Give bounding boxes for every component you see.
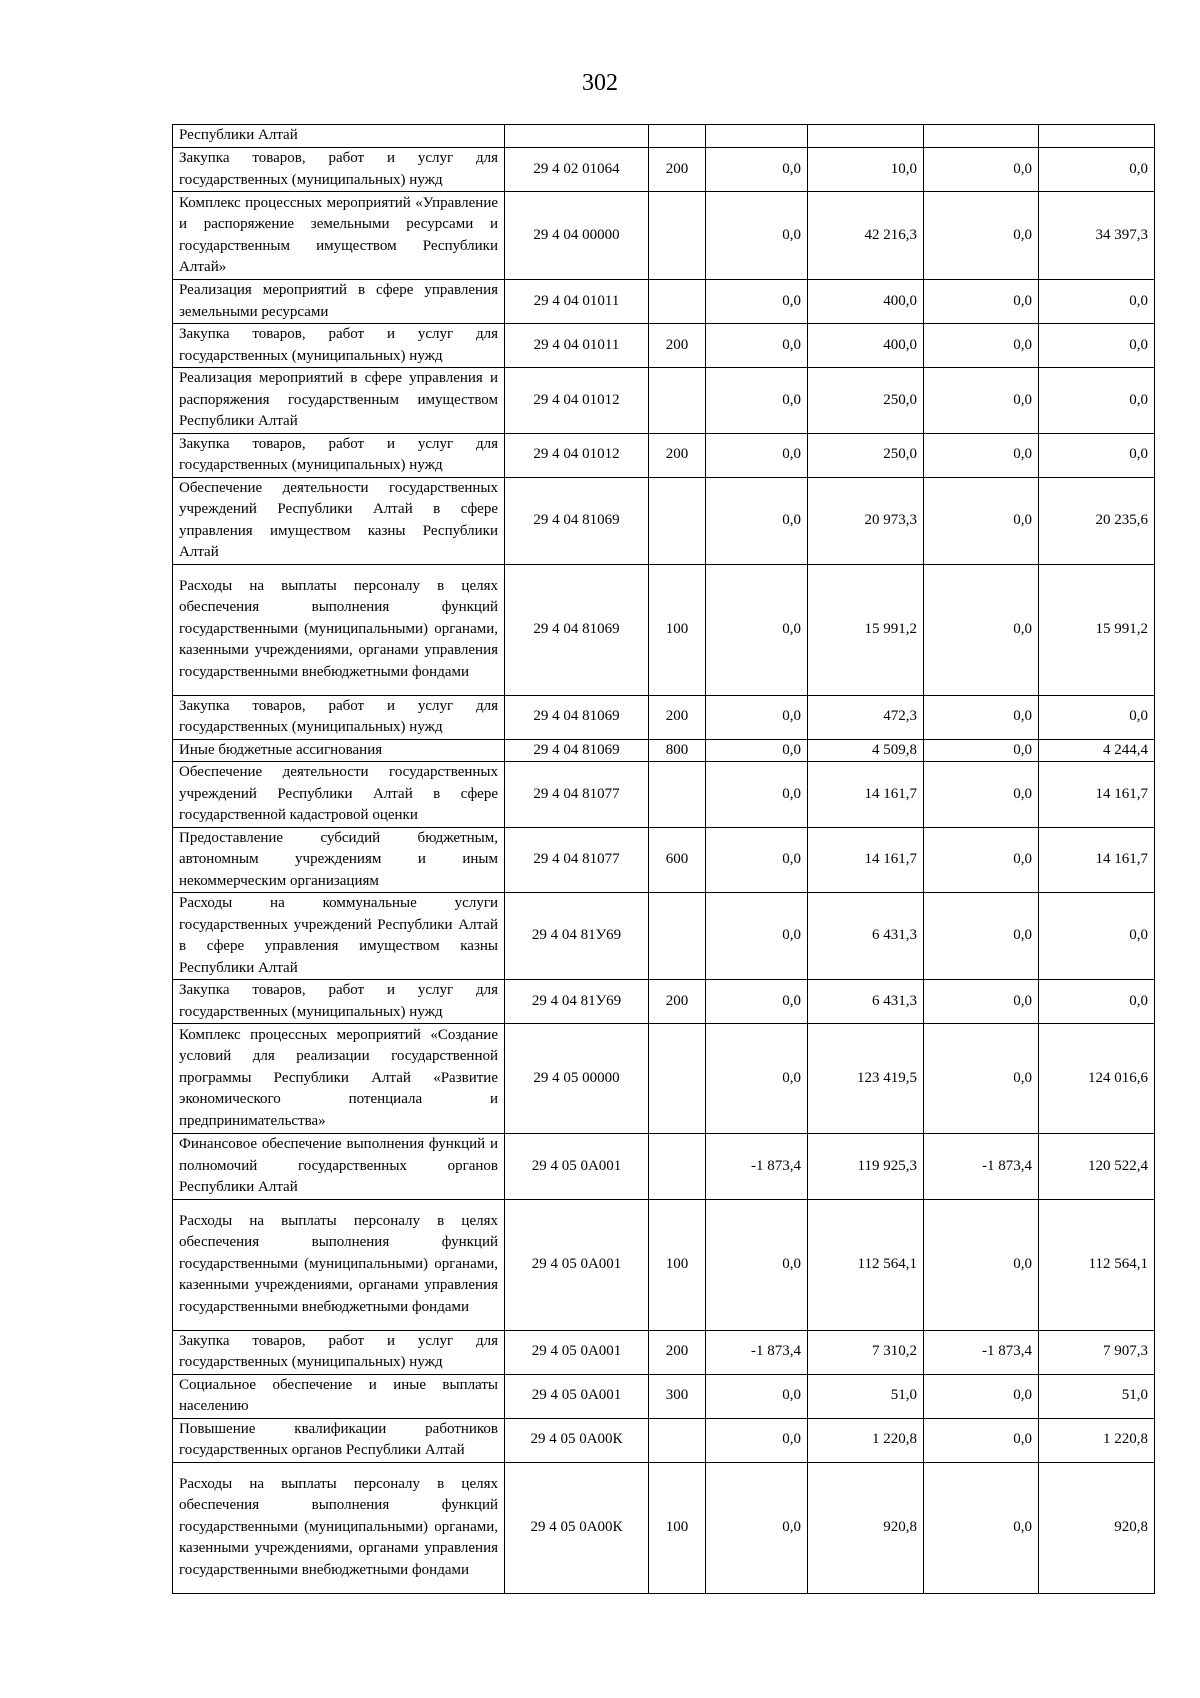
amount-col-2: 123 419,5 — [808, 1024, 924, 1134]
expense-type-code: 600 — [649, 827, 706, 893]
expense-type-code: 100 — [649, 1199, 706, 1330]
amount-col-2: 472,3 — [808, 695, 924, 739]
budget-item-name: Обеспечение деятельности государственных учреждений Республики Алтай в сфере государственной кадастровой оценки — [173, 762, 505, 828]
amount-col-3: 0,0 — [924, 433, 1039, 477]
amount-col-1: 0,0 — [706, 1374, 808, 1418]
table-row — [173, 1330, 1155, 1374]
target-article-code: 29 4 05 0А00К — [505, 1462, 649, 1593]
amount-col-1: 0,0 — [706, 827, 808, 893]
amount-col-3: 0,0 — [924, 827, 1039, 893]
table-row — [173, 564, 1155, 695]
amount-col-2: 42 216,3 — [808, 192, 924, 280]
amount-col-1: 0,0 — [706, 477, 808, 564]
amount-col-4: 0,0 — [1039, 324, 1155, 368]
amount-col-4: 920,8 — [1039, 1462, 1155, 1593]
amount-col-1: 0,0 — [706, 739, 808, 762]
amount-col-3: 0,0 — [924, 477, 1039, 564]
amount-col-2 — [808, 125, 924, 148]
expense-type-code — [649, 1024, 706, 1134]
budget-item-name: Повышение квалификации работников государственных органов Республики Алтай — [173, 1418, 505, 1462]
expense-type-code: 100 — [649, 564, 706, 695]
amount-col-2: 250,0 — [808, 433, 924, 477]
amount-col-3: 0,0 — [924, 1024, 1039, 1134]
table-row — [173, 1374, 1155, 1418]
target-article-code: 29 4 02 01064 — [505, 148, 649, 192]
expense-type-code: 200 — [649, 980, 706, 1024]
amount-col-3: -1 873,4 — [924, 1330, 1039, 1374]
expense-type-code — [649, 1134, 706, 1200]
amount-col-3: 0,0 — [924, 762, 1039, 828]
table-row — [173, 1418, 1155, 1462]
amount-col-2: 112 564,1 — [808, 1199, 924, 1330]
target-article-code: 29 4 04 00000 — [505, 192, 649, 280]
amount-col-2: 400,0 — [808, 324, 924, 368]
amount-col-1: 0,0 — [706, 1024, 808, 1134]
target-article-code: 29 4 04 81У69 — [505, 980, 649, 1024]
target-article-code: 29 4 04 81069 — [505, 739, 649, 762]
expense-type-code: 200 — [649, 148, 706, 192]
budget-item-name: Реализация мероприятий в сфере управления земельными ресурсами — [173, 280, 505, 324]
amount-col-2: 4 509,8 — [808, 739, 924, 762]
target-article-code: 29 4 05 0А001 — [505, 1374, 649, 1418]
amount-col-4 — [1039, 125, 1155, 148]
table-row — [173, 980, 1155, 1024]
amount-col-4: 0,0 — [1039, 695, 1155, 739]
amount-col-3: 0,0 — [924, 192, 1039, 280]
amount-col-4: 124 016,6 — [1039, 1024, 1155, 1134]
target-article-code: 29 4 04 81069 — [505, 695, 649, 739]
amount-col-1: -1 873,4 — [706, 1330, 808, 1374]
table-row — [173, 148, 1155, 192]
budget-item-name: Расходы на выплаты персоналу в целях обеспечения выполнения функций государственными (муниципальными) органами, казенными учреждениями, органами управления государственными внебюджетными фондами — [173, 564, 505, 695]
amount-col-3: 0,0 — [924, 1418, 1039, 1462]
budget-item-name: Закупка товаров, работ и услуг для государственных (муниципальных) нужд — [173, 433, 505, 477]
amount-col-4: 0,0 — [1039, 893, 1155, 980]
expense-type-code — [649, 477, 706, 564]
amount-col-1: 0,0 — [706, 893, 808, 980]
target-article-code: 29 4 05 00000 — [505, 1024, 649, 1134]
table-row — [173, 893, 1155, 980]
target-article-code: 29 4 04 81077 — [505, 827, 649, 893]
amount-col-1: -1 873,4 — [706, 1134, 808, 1200]
amount-col-3: 0,0 — [924, 1199, 1039, 1330]
target-article-code: 29 4 04 81077 — [505, 762, 649, 828]
target-article-code: 29 4 04 81069 — [505, 564, 649, 695]
amount-col-2: 400,0 — [808, 280, 924, 324]
expense-type-code: 300 — [649, 1374, 706, 1418]
amount-col-4: 0,0 — [1039, 280, 1155, 324]
amount-col-2: 51,0 — [808, 1374, 924, 1418]
budget-item-name: Комплекс процессных мероприятий «Управление и распоряжение земельными ресурсами и государственным имуществом Республики Алтай» — [173, 192, 505, 280]
amount-col-4: 7 907,3 — [1039, 1330, 1155, 1374]
amount-col-1: 0,0 — [706, 148, 808, 192]
target-article-code: 29 4 04 01012 — [505, 433, 649, 477]
amount-col-1: 0,0 — [706, 762, 808, 828]
budget-item-name: Предоставление субсидий бюджетным, автономным учреждениям и иным некоммерческим организациям — [173, 827, 505, 893]
amount-col-1: 0,0 — [706, 192, 808, 280]
amount-col-3: 0,0 — [924, 368, 1039, 434]
amount-col-1: 0,0 — [706, 280, 808, 324]
amount-col-3: 0,0 — [924, 564, 1039, 695]
target-article-code: 29 4 04 81У69 — [505, 893, 649, 980]
amount-col-3: 0,0 — [924, 324, 1039, 368]
expense-type-code — [649, 280, 706, 324]
target-article-code: 29 4 05 0А00К — [505, 1418, 649, 1462]
table-row — [173, 368, 1155, 434]
amount-col-3: 0,0 — [924, 1462, 1039, 1593]
amount-col-2: 1 220,8 — [808, 1418, 924, 1462]
table-row — [173, 324, 1155, 368]
expense-type-code — [649, 368, 706, 434]
budget-item-name: Закупка товаров, работ и услуг для государственных (муниципальных) нужд — [173, 324, 505, 368]
target-article-code: 29 4 04 01011 — [505, 324, 649, 368]
amount-col-4: 0,0 — [1039, 368, 1155, 434]
amount-col-4: 1 220,8 — [1039, 1418, 1155, 1462]
amount-col-3: 0,0 — [924, 980, 1039, 1024]
amount-col-4: 0,0 — [1039, 433, 1155, 477]
budget-item-name: Иные бюджетные ассигнования — [173, 739, 505, 762]
budget-table — [172, 124, 1155, 1594]
expense-type-code: 200 — [649, 324, 706, 368]
amount-col-2: 6 431,3 — [808, 893, 924, 980]
amount-col-4: 0,0 — [1039, 980, 1155, 1024]
amount-col-3: 0,0 — [924, 739, 1039, 762]
budget-item-name: Комплекс процессных мероприятий «Создание условий для реализации государственной программы Республики Алтай «Развитие экономического потенциала и предпринимательства» — [173, 1024, 505, 1134]
amount-col-4: 112 564,1 — [1039, 1199, 1155, 1330]
budget-item-name: Расходы на коммунальные услуги государственных учреждений Республики Алтай в сфере управления имуществом казны Республики Алтай — [173, 893, 505, 980]
budget-item-name: Расходы на выплаты персоналу в целях обеспечения выполнения функций государственными (муниципальными) органами, казенными учреждениями, органами управления государственными внебюджетными фондами — [173, 1199, 505, 1330]
amount-col-3: 0,0 — [924, 280, 1039, 324]
table-row — [173, 1024, 1155, 1134]
amount-col-3 — [924, 125, 1039, 148]
expense-type-code: 100 — [649, 1462, 706, 1593]
amount-col-4: 0,0 — [1039, 148, 1155, 192]
amount-col-1: 0,0 — [706, 1462, 808, 1593]
table-row — [173, 739, 1155, 762]
amount-col-1: 0,0 — [706, 695, 808, 739]
amount-col-4: 14 161,7 — [1039, 827, 1155, 893]
expense-type-code — [649, 125, 706, 148]
amount-col-1: 0,0 — [706, 368, 808, 434]
amount-col-4: 15 991,2 — [1039, 564, 1155, 695]
table-row — [173, 125, 1155, 148]
expense-type-code — [649, 192, 706, 280]
table-row — [173, 477, 1155, 564]
amount-col-3: 0,0 — [924, 695, 1039, 739]
amount-col-3: -1 873,4 — [924, 1134, 1039, 1200]
budget-item-name: Закупка товаров, работ и услуг для государственных (муниципальных) нужд — [173, 980, 505, 1024]
target-article-code: 29 4 05 0А001 — [505, 1134, 649, 1200]
amount-col-2: 14 161,7 — [808, 827, 924, 893]
budget-item-name: Закупка товаров, работ и услуг для государственных (муниципальных) нужд — [173, 1330, 505, 1374]
amount-col-2: 920,8 — [808, 1462, 924, 1593]
table-row — [173, 762, 1155, 828]
amount-col-1: 0,0 — [706, 1418, 808, 1462]
amount-col-3: 0,0 — [924, 1374, 1039, 1418]
budget-item-name: Реализация мероприятий в сфере управления и распоряжения государственным имуществом Республики Алтай — [173, 368, 505, 434]
expense-type-code — [649, 1418, 706, 1462]
target-article-code: 29 4 04 01011 — [505, 280, 649, 324]
amount-col-2: 10,0 — [808, 148, 924, 192]
table-row — [173, 192, 1155, 280]
table-row — [173, 1199, 1155, 1330]
expense-type-code: 200 — [649, 695, 706, 739]
amount-col-4: 51,0 — [1039, 1374, 1155, 1418]
budget-item-name: Закупка товаров, работ и услуг для государственных (муниципальных) нужд — [173, 695, 505, 739]
amount-col-2: 20 973,3 — [808, 477, 924, 564]
target-article-code — [505, 125, 649, 148]
amount-col-2: 7 310,2 — [808, 1330, 924, 1374]
amount-col-1: 0,0 — [706, 324, 808, 368]
table-row — [173, 827, 1155, 893]
amount-col-4: 20 235,6 — [1039, 477, 1155, 564]
budget-item-name: Социальное обеспечение и иные выплаты населению — [173, 1374, 505, 1418]
amount-col-1: 0,0 — [706, 564, 808, 695]
table-row — [173, 1462, 1155, 1593]
amount-col-2: 119 925,3 — [808, 1134, 924, 1200]
amount-col-4: 4 244,4 — [1039, 739, 1155, 762]
budget-item-name: Финансовое обеспечение выполнения функций и полномочий государственных органов Республики Алтай — [173, 1134, 505, 1200]
amount-col-1: 0,0 — [706, 980, 808, 1024]
budget-item-name: Обеспечение деятельности государственных учреждений Республики Алтай в сфере управления имуществом казны Республики Алтай — [173, 477, 505, 564]
page-number: 302 — [582, 70, 618, 96]
target-article-code: 29 4 04 01012 — [505, 368, 649, 434]
expense-type-code — [649, 893, 706, 980]
target-article-code: 29 4 05 0А001 — [505, 1199, 649, 1330]
amount-col-4: 34 397,3 — [1039, 192, 1155, 280]
table-row — [173, 280, 1155, 324]
table-row — [173, 1134, 1155, 1200]
expense-type-code: 200 — [649, 433, 706, 477]
budget-item-name: Закупка товаров, работ и услуг для государственных (муниципальных) нужд — [173, 148, 505, 192]
target-article-code: 29 4 05 0А001 — [505, 1330, 649, 1374]
amount-col-1: 0,0 — [706, 433, 808, 477]
table-row — [173, 695, 1155, 739]
expense-type-code: 200 — [649, 1330, 706, 1374]
amount-col-1 — [706, 125, 808, 148]
amount-col-3: 0,0 — [924, 148, 1039, 192]
amount-col-2: 250,0 — [808, 368, 924, 434]
expense-type-code — [649, 762, 706, 828]
amount-col-1: 0,0 — [706, 1199, 808, 1330]
amount-col-4: 14 161,7 — [1039, 762, 1155, 828]
amount-col-2: 6 431,3 — [808, 980, 924, 1024]
expense-type-code: 800 — [649, 739, 706, 762]
amount-col-2: 14 161,7 — [808, 762, 924, 828]
budget-item-name: Расходы на выплаты персоналу в целях обеспечения выполнения функций государственными (муниципальными) органами, казенными учреждениями, органами управления государственными внебюджетными фондами — [173, 1462, 505, 1593]
budget-item-name: Республики Алтай — [173, 125, 505, 148]
amount-col-3: 0,0 — [924, 893, 1039, 980]
table-row — [173, 433, 1155, 477]
amount-col-2: 15 991,2 — [808, 564, 924, 695]
amount-col-4: 120 522,4 — [1039, 1134, 1155, 1200]
target-article-code: 29 4 04 81069 — [505, 477, 649, 564]
